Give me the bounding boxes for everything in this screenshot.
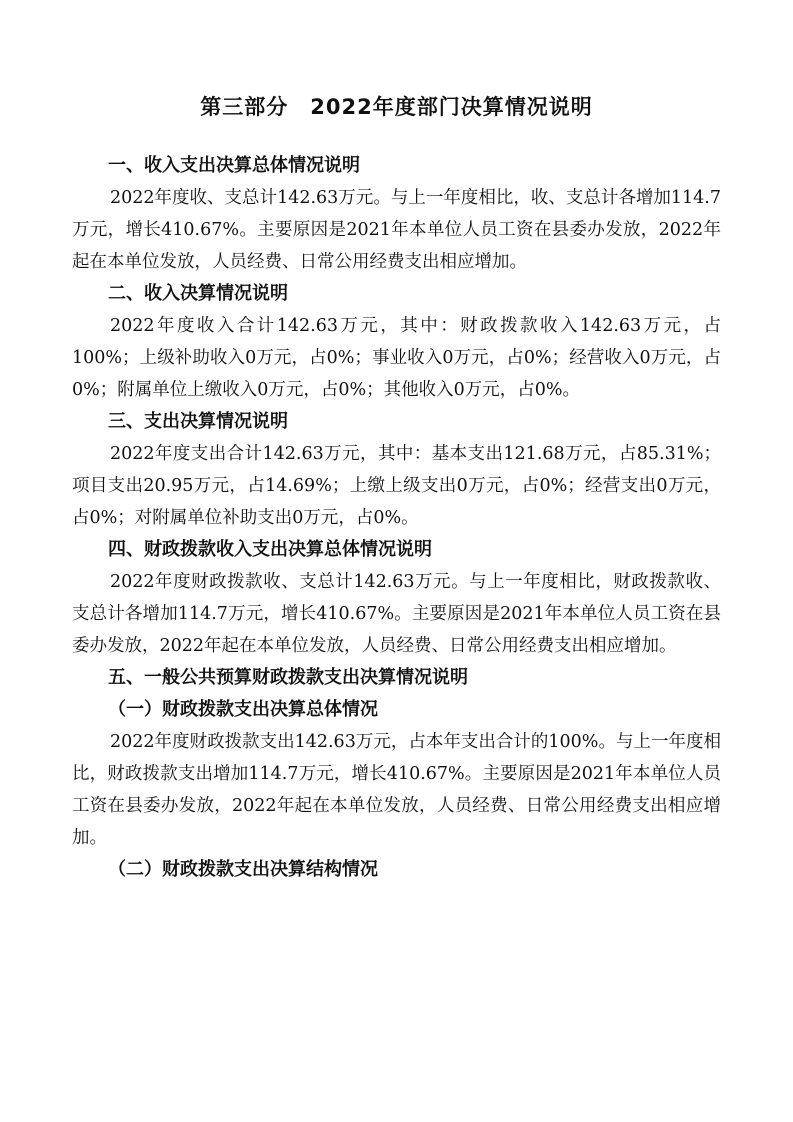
section-1-heading: 一、收入支出决算总体情况说明	[108, 155, 360, 176]
subsection-2-heading: （二）财政拨款支出决算结构情况	[108, 859, 378, 880]
subsection-1-heading: （一）财政拨款支出决算总体情况	[108, 699, 378, 720]
section-2-paragraph: 2022年度收入合计142.63万元，其中：财政拨款收入142.63万元，占100%；上级补助收入0万元，占0%；事业收入0万元，占0%；经营收入0万元，占0%；附属单位上缴收入0万元，占0%；其他收入0万元，占0%。	[72, 316, 721, 400]
section-4-heading: 四、财政拨款收入支出决算总体情况说明	[108, 539, 432, 560]
section-1-paragraph: 2022年度收、支总计142.63万元。与上一年度相比，收、支总计各增加114.7万元，增长410.67%。主要原因是2021年本单位人员工资在县委办发放，2022年起在本单位发放，人员经费、日常公用经费支出相应增加。	[72, 188, 721, 272]
section-2-heading: 二、收入决算情况说明	[108, 283, 288, 304]
section-3-heading: 三、支出决算情况说明	[108, 411, 288, 432]
section-4-paragraph: 2022年度财政拨款收、支总计142.63万元。与上一年度相比，财政拨款收、支总计各增加114.7万元，增长410.67%。主要原因是2021年本单位人员工资在县委办发放，2022年起在本单位发放，人员经费、日常公用经费支出相应增加。	[72, 572, 721, 656]
page-title: 第三部分 2022年度部门决算情况说明	[200, 95, 593, 119]
subsection-1-paragraph: 2022年度财政拨款支出142.63万元，占本年支出合计的100%。与上一年度相比，财政拨款支出增加114.7万元，增长410.67%。主要原因是2021年本单位人员工资在县委办发放，2022年起在本单位发放，人员经费、日常公用经费支出相应增加。	[72, 732, 721, 848]
section-5-heading: 五、一般公共预算财政拨款支出决算情况说明	[108, 667, 468, 688]
section-3-paragraph: 2022年度支出合计142.63万元，其中：基本支出121.68万元，占85.31%；项目支出20.95万元，占14.69%；上缴上级支出0万元，占0%；经营支出0万元，占0%；对附属单位补助支出0万元，占0%。	[72, 444, 721, 528]
